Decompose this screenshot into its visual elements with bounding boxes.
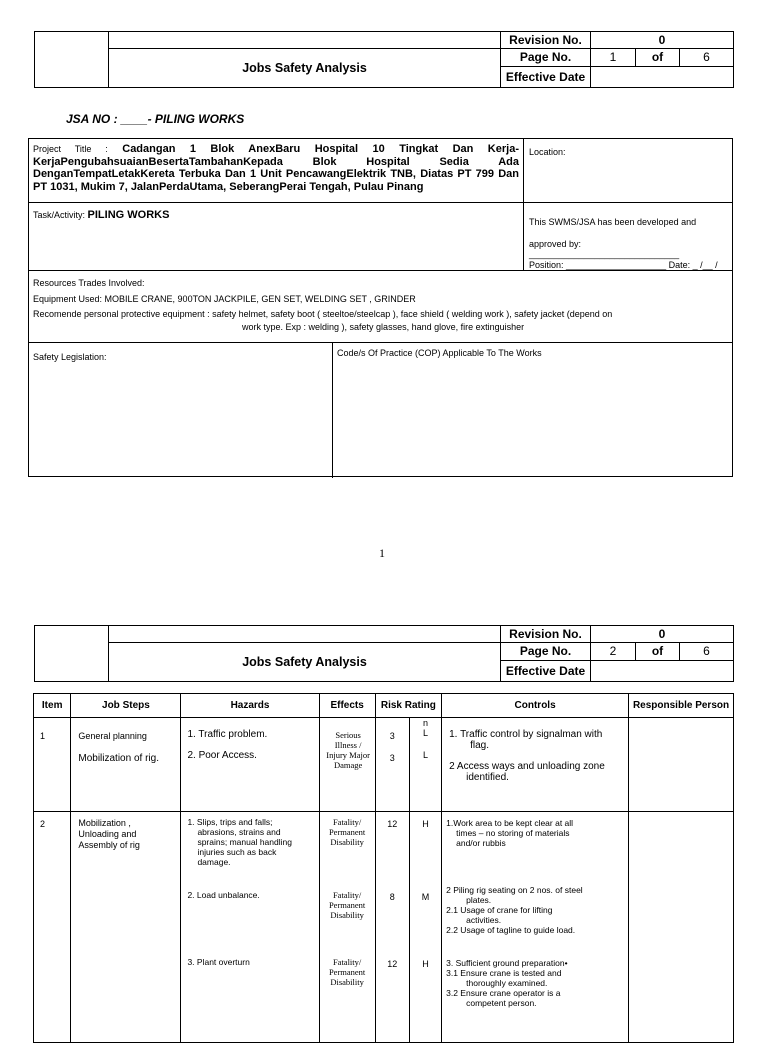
control: identified. [466,772,509,783]
column-header: Effects [319,694,375,718]
control: 1.Work area to be kept clear at all times – no storing of materials and/or rubbis [446,818,574,848]
control: flag. [470,740,490,751]
page-number: 1 [591,49,636,66]
effect: Serious Illness / Injury Major Damage [326,730,370,770]
control: 2 Piling rig seating on 2 nos. of steel plates. 2.1 Usage of crane for lifting activities. 2.2 Usage of tagline to guide load. [446,885,583,935]
column-header: Risk Rating [375,694,441,718]
task-activity: Task/Activity: PILING WORKS [33,209,170,221]
risk-score: 3 [389,731,395,741]
resources-section [29,271,732,343]
risk-score: 3 [389,753,395,763]
task-section [29,203,732,271]
total-pages: 6 [680,643,734,660]
risk-score: 12 [387,819,398,829]
job-step: Mobilization , [78,818,131,828]
page2-header [34,625,734,682]
swms-developed-text: This SWMS/JSA has been developed and [529,217,697,227]
header-logo-cell [35,32,109,88]
job-step: General planning [78,731,147,741]
document-title: Jobs Safety Analysis [109,49,501,88]
effective-date-value [591,66,734,87]
revision-label: Revision No. [501,32,591,49]
control: 3. Sufficient ground preparation• 3.1 Ensure crane is tested and thoroughly examined. 3.2 Ensure crane operator is a competent person. [446,958,568,1008]
risk-level: M [421,892,430,902]
table-row [34,718,734,812]
column-header: Job Steps [71,694,181,718]
resources-trades: Resources Trades Involved: [33,278,145,288]
revision-value: 0 [591,626,734,643]
effective-date-label: Effective Date [501,660,591,681]
job-step: Mobilization of rig. [78,753,159,764]
position-date-line: Position: ____________________ Date: _ /__ / [529,260,718,270]
risk-score: 12 [387,959,398,969]
equipment-used: Equipment Used: MOBILE CRANE, 900TON JACKPILE, GEN SET, WELDING SET , GRINDER [33,294,416,304]
effect: Fatality/ Permanent Disability [328,890,366,920]
risk-score: 8 [389,892,395,902]
document-title: Jobs Safety Analysis [109,643,501,682]
page-label: Page No. [501,643,591,660]
risk-marker: n [423,718,429,728]
job-step: Unloading and [78,829,137,839]
project-title-section [29,139,732,203]
of-label: of [636,643,680,660]
effect: Fatality/ Permanent Disability [328,817,366,847]
total-pages: 6 [680,49,734,66]
column-header: Responsible Person [629,694,734,718]
hazard: 3. Plant overturn [187,957,250,967]
ppe-line-1: Recomende personal protective equipment : safety helmet, safety boot ( steeltoe/steelcap ), face shield ( welding work ), safety jacket (depend on [33,309,613,319]
control: 2 Access ways and unloading zone [449,761,605,772]
approved-by-line: approved by: ______________________________ [529,239,680,259]
hazard: 2. Poor Access. [187,750,257,761]
column-header: Item [34,694,71,718]
item-number: 2 [40,819,46,829]
page-label: Page No. [501,49,591,66]
control: 1. Traffic control by signalman with [449,729,603,740]
safety-legislation: Safety Legislation: [33,352,107,362]
table-header-row [34,694,734,718]
jsa-table [33,693,734,1043]
hazard: 1. Traffic problem. [187,729,268,740]
column-header: Hazards [181,694,319,718]
header-blank-cell [109,626,501,643]
hazard: 2. Load unbalance. [187,890,260,900]
risk-level: H [422,959,429,969]
page-footer-number: 1 [379,546,385,560]
risk-level: L [423,750,429,760]
risk-level: L [423,728,429,738]
revision-label: Revision No. [501,626,591,643]
jsa-number: JSA NO : ____- PILING WORKS [66,112,245,126]
project-info-box [28,138,733,477]
of-label: of [636,49,680,66]
hazard: 1. Slips, trips and falls; abrasions, strains and sprains; manual handling injuries such as back damage. [187,817,292,867]
legislation-section [29,343,732,478]
job-step: Assembly of rig [78,840,140,850]
page1-header [34,31,734,88]
location-label: Location: [529,147,566,157]
column-header: Controls [442,694,629,718]
responsible-person [629,718,734,812]
revision-value: 0 [591,32,734,49]
effective-date-value [591,660,734,681]
table-row [34,812,734,1043]
ppe-line-2: work type. Exp : welding ), safety glasses, hand glove, fire extinguisher [242,322,525,332]
header-logo-cell [35,626,109,682]
risk-level: H [422,819,429,829]
effective-date-label: Effective Date [501,66,591,87]
effect: Fatality/ Permanent Disability [328,957,366,987]
header-blank-cell [109,32,501,49]
item-number: 1 [40,731,46,741]
project-title: Project Title : Cadangan 1 Blok AnexBaru Hospital 10 Tingkat Dan Kerja-KerjaPengubahsuaianBesertaTambahanKepada Blok Hospital Sedia Ada DenganTempatLetakKereta Terbuka Dan 1 Unit PencawangElektrik TNB, Diatas PT 799 Dan PT 1031, Mukim 7, JalanPerdaUtama, SeberangPerai Tengah, Pulau Pinang [33,143,519,193]
page-number: 2 [591,643,636,660]
codes-of-practice: Code/s Of Practice (COP) Applicable To The Works [337,348,542,358]
responsible-person [629,812,734,1043]
